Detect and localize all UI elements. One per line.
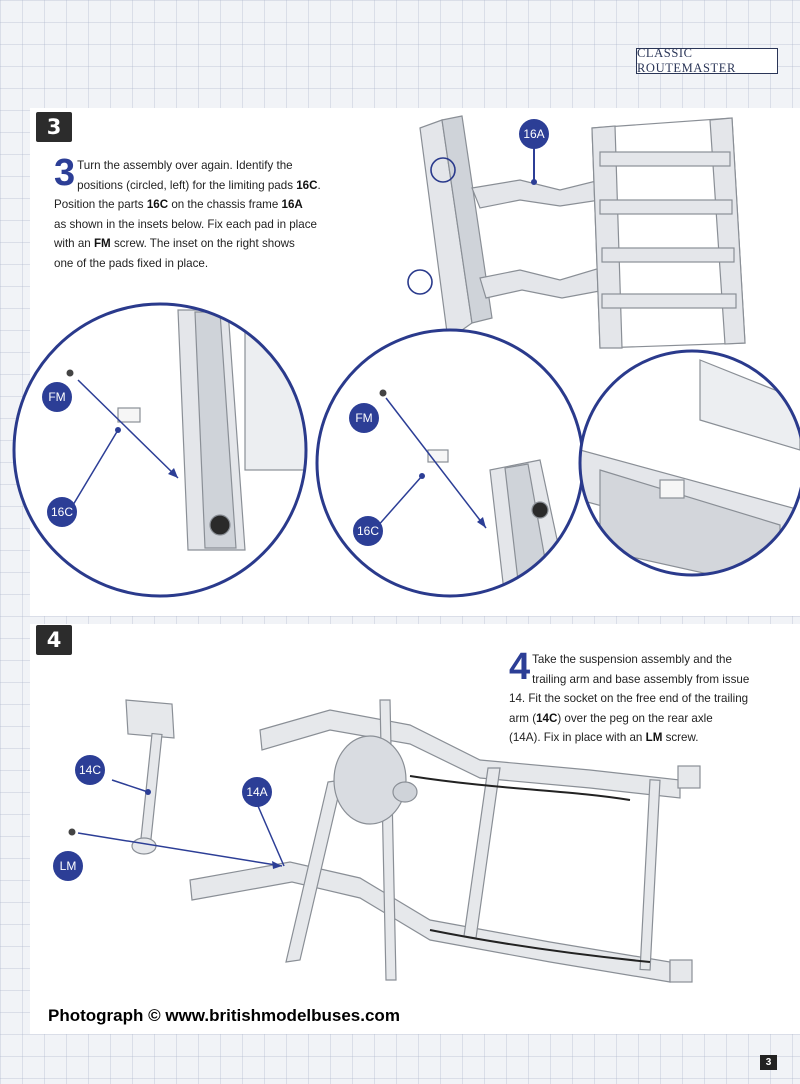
series-title: CLASSIC ROUTEMASTER [637, 46, 736, 75]
step3-line-2: positions (circled, left) for the limiting pads 16C. [77, 178, 321, 192]
step4-line-2: trailing arm and base assembly from issue [532, 672, 750, 686]
step3-line-1: Turn the assembly over again. Identify the [77, 159, 293, 172]
step3-insets [0, 300, 800, 620]
rear-axle-illustration [30, 680, 710, 1020]
photo-credit: Photograph © www.britishmodelbuses.com [48, 1006, 400, 1025]
callout-14c [75, 755, 105, 785]
callout-14a [242, 777, 272, 807]
step4-line-5: (14A). Fix in place with an LM screw. [509, 731, 699, 744]
svg-text:16C: 16C [356, 524, 380, 538]
svg-text:16C: 16C [50, 505, 74, 519]
step4-line-3: 14. Fit the socket on the free end of the trailing [509, 692, 749, 705]
step3-badge [36, 112, 72, 142]
svg-text:14C: 14C [78, 763, 102, 777]
step4-badge-number: 4 [46, 628, 62, 652]
highlight-circle-lower [408, 270, 432, 294]
step4-line-1: Take the suspension assembly and the [532, 653, 732, 666]
inset-right [580, 351, 800, 590]
svg-text:FM: FM [48, 390, 66, 404]
step3-drop-cap: 3 [54, 152, 76, 194]
step4-drop-cap: 4 [509, 646, 531, 688]
svg-text:LM: LM [59, 859, 77, 873]
step3-line-3: Position the parts 16C on the chassis frame 16A [54, 198, 303, 211]
svg-text:14A: 14A [246, 785, 268, 799]
inset-middle [317, 330, 583, 600]
step3-badge-number: 3 [46, 115, 62, 139]
callout-16c-middle [353, 516, 383, 546]
svg-text:FM: FM [355, 411, 373, 425]
callout-16c-left [47, 497, 77, 527]
svg-text:16A: 16A [523, 127, 545, 141]
page-number: 3 [760, 1055, 777, 1070]
callout-fm-left [42, 382, 72, 412]
callout-lm [53, 851, 83, 881]
step3-line-6: one of the pads fixed in place. [54, 256, 209, 270]
step4-line-4: arm (14C) over the peg on the rear axle [509, 711, 713, 725]
step3-line-4: as shown in the insets below. Fix each pad in place [54, 217, 317, 231]
step4-badge [36, 625, 72, 655]
step3-instructions [54, 152, 374, 273]
step3-line-5: with an FM screw. The inset on the right shows [54, 237, 295, 250]
callout-16a [519, 119, 549, 149]
series-title-tag [636, 48, 778, 74]
callout-fm-middle [349, 403, 379, 433]
inset-left [14, 304, 325, 596]
